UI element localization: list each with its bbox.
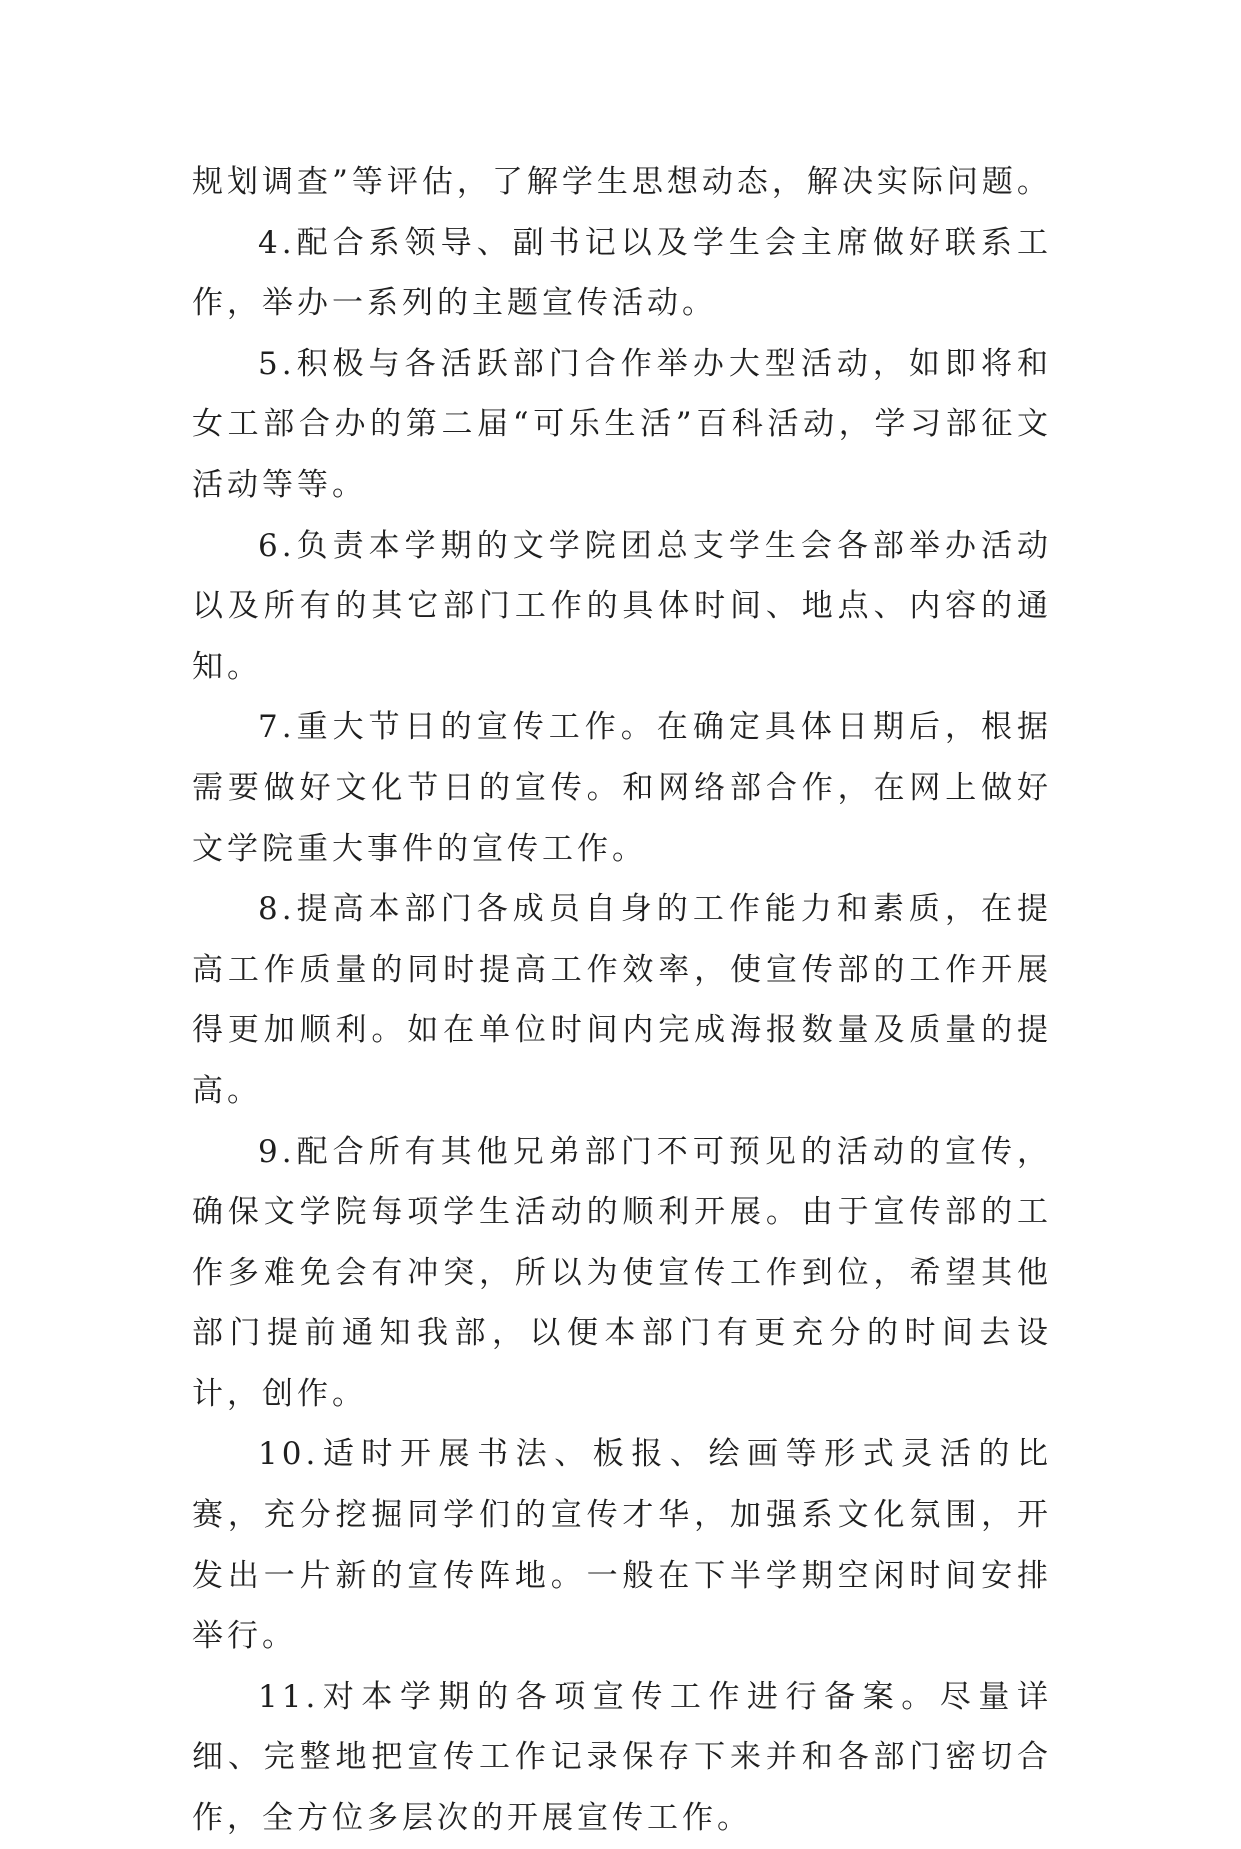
paragraph-item-7: 7.重大节日的宣传工作。在确定具体日期后，根据需要做好文化节日的宣传。和网络部合作，在网上做好文学院重大事件的宣传工作。 <box>192 709 1052 867</box>
paragraph-item-5: 5.积极与各活跃部门合作举办大型活动，如即将和女工部合办的第二届“可乐生活”百科活动，学习部征文活动等等。 <box>192 345 1052 503</box>
paragraph-continuation: 规划调查”等评估，了解学生思想动态，解决实际问题。 <box>192 164 1052 200</box>
paragraph-item-4: 4.配合系领导、副书记以及学生会主席做好联系工作，举办一系列的主题宣传活动。 <box>192 224 1052 322</box>
paragraph-item-8: 8.提高本部门各成员自身的工作能力和素质，在提高工作质量的同时提高工作效率，使宣传部的工作开展得更加顺利。如在单位时间内完成海报数量及质量的提高。 <box>192 891 1052 1109</box>
paragraph-item-10: 10.适时开展书法、板报、绘画等形式灵活的比赛，充分挖掘同学们的宣传才华，加强系文化氛围，开发出一片新的宣传阵地。一般在下半学期空闲时间安排举行。 <box>192 1436 1052 1655</box>
paragraph-item-9: 9.配合所有其他兄弟部门不可预见的活动的宣传，确保文学院每项学生活动的顺利开展。由于宣传部的工作多难免会有冲突，所以为使宣传工作到位，希望其他部门提前通知我部，以便本部门有更充分的时间去设计，创作。 <box>192 1133 1052 1412</box>
document-body <box>192 152 1052 1849</box>
paragraph-item-11: 11.对本学期的各项宣传工作进行备案。尽量详细、完整地把宣传工作记录保存下来并和各部门密切合作，全方位多层次的开展宣传工作。 <box>192 1678 1052 1837</box>
paragraph-item-6: 6.负责本学期的文学院团总支学生会各部举办活动以及所有的其它部门工作的具体时间、地点、内容的通知。 <box>192 527 1052 685</box>
